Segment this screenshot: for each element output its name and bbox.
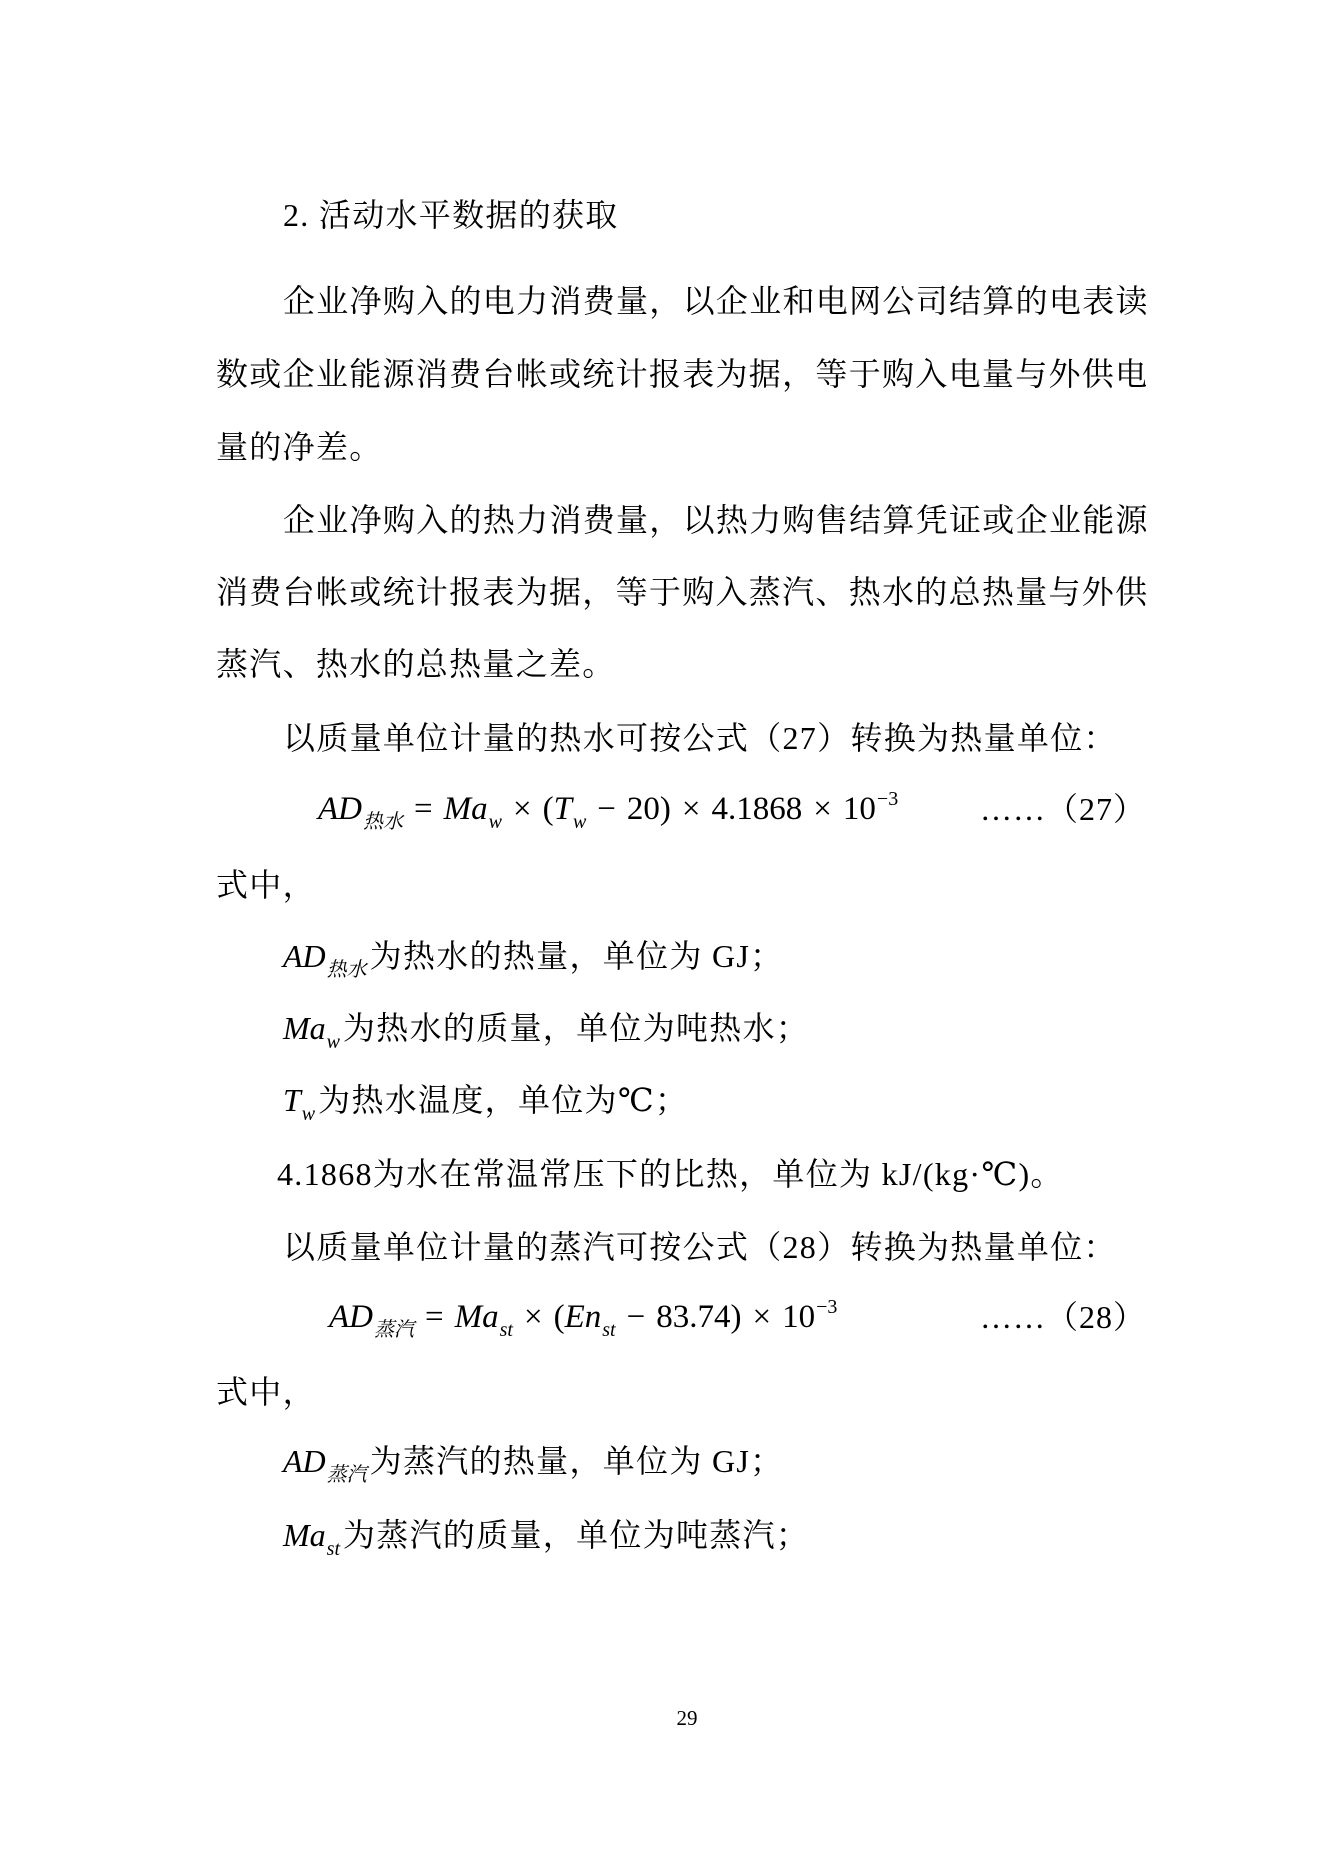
equation-number-28: ……（28） — [980, 1299, 1147, 1335]
where-label: 式中， — [216, 1374, 316, 1410]
formula-operator: = — [414, 791, 433, 827]
formula-text: 10 — [842, 791, 876, 827]
formula-text: 20) — [626, 791, 671, 827]
where-label: 式中， — [216, 867, 316, 903]
definition-specific-heat: 4.1868为水在常温常压下的比热，单位为 kJ/(kg·℃)。 — [277, 1156, 1064, 1192]
formula-operator: × — [752, 1299, 772, 1335]
definition-symbol: AD — [283, 1443, 326, 1479]
formula-subscript: 热水 — [363, 811, 403, 833]
formula-symbol: Ma — [443, 791, 488, 827]
formula-27 — [318, 787, 898, 835]
formula-operator: − — [626, 1299, 646, 1335]
formula-subscript: w — [488, 811, 502, 833]
hot-water-intro: 以质量单位计量的热水可按公式（27）转换为热量单位： — [283, 720, 1117, 756]
formula-text: ( — [542, 791, 554, 827]
paragraph-2-line-3: 蒸汽、热水的总热量之差。 — [216, 646, 616, 682]
formula-symbol: AD — [318, 791, 362, 827]
definition-text: 为热水的质量，单位为吨热水； — [343, 1010, 810, 1046]
formula-symbol: T — [553, 791, 572, 827]
definition-text: 为热水温度，单位为℃； — [318, 1082, 689, 1118]
formula-operator: × — [512, 791, 532, 827]
definition-text: 为蒸汽的热量，单位为 GJ； — [369, 1443, 784, 1479]
formula-28 — [329, 1295, 837, 1343]
formula-symbol: Ma — [454, 1299, 499, 1335]
formula-operator: − — [597, 791, 616, 827]
formula-superscript: −3 — [816, 1296, 838, 1318]
definition-symbol: Ma — [283, 1010, 326, 1046]
formula-symbol: En — [564, 1299, 602, 1335]
definition-subscript: 热水 — [326, 959, 367, 981]
paragraph-1-line-3: 量的净差。 — [216, 429, 383, 465]
steam-intro: 以质量单位计量的蒸汽可按公式（28）转换为热量单位： — [283, 1229, 1117, 1265]
formula-text: 83.74) — [656, 1299, 742, 1335]
formula-text: 4.1868 — [711, 791, 803, 827]
paragraph-2-line-1: 企业净购入的热力消费量，以热力购售结算凭证或企业能源 — [283, 502, 1149, 538]
formula-subscript: w — [572, 811, 587, 833]
formula-subscript: st — [602, 1319, 616, 1341]
formula-operator: × — [813, 791, 832, 827]
definition-steam-heat — [283, 1439, 783, 1488]
definition-hot-water-temperature — [283, 1078, 688, 1127]
definition-subscript: st — [326, 1538, 340, 1560]
definition-hot-water-heat — [283, 934, 783, 983]
definition-steam-mass — [283, 1513, 809, 1562]
definition-subscript: w — [326, 1031, 340, 1053]
equation-number-27: ……（27） — [980, 791, 1147, 827]
definition-symbol: T — [283, 1082, 301, 1118]
paragraph-2-line-2: 消费台帐或统计报表为据，等于购入蒸汽、热水的总热量与外供 — [216, 574, 1149, 610]
paragraph-1-line-2: 数或企业能源消费台帐或统计报表为据，等于购入电量与外供电 — [216, 356, 1149, 392]
formula-subscript: st — [499, 1319, 513, 1341]
formula-superscript: −3 — [876, 788, 899, 810]
formula-text: ( — [553, 1299, 565, 1335]
formula-operator: × — [681, 791, 701, 827]
definition-hot-water-mass — [283, 1006, 809, 1055]
formula-operator: = — [425, 1299, 444, 1335]
definition-text: 为热水的热量，单位为 GJ； — [369, 938, 784, 974]
definition-symbol: AD — [283, 938, 326, 974]
definition-symbol: Ma — [283, 1517, 326, 1553]
definition-subscript: 蒸汽 — [326, 1464, 367, 1486]
formula-operator: × — [523, 1299, 543, 1335]
definition-text: 为蒸汽的质量，单位为吨蒸汽； — [343, 1517, 810, 1553]
page-number: 29 — [676, 1706, 698, 1730]
section-heading: 2. 活动水平数据的获取 — [283, 197, 619, 233]
formula-subscript: 蒸汽 — [374, 1319, 414, 1341]
formula-text: 10 — [782, 1299, 816, 1335]
formula-symbol: AD — [329, 1299, 373, 1335]
definition-subscript: w — [301, 1103, 316, 1125]
paragraph-1-line-1: 企业净购入的电力消费量，以企业和电网公司结算的电表读 — [283, 283, 1149, 319]
